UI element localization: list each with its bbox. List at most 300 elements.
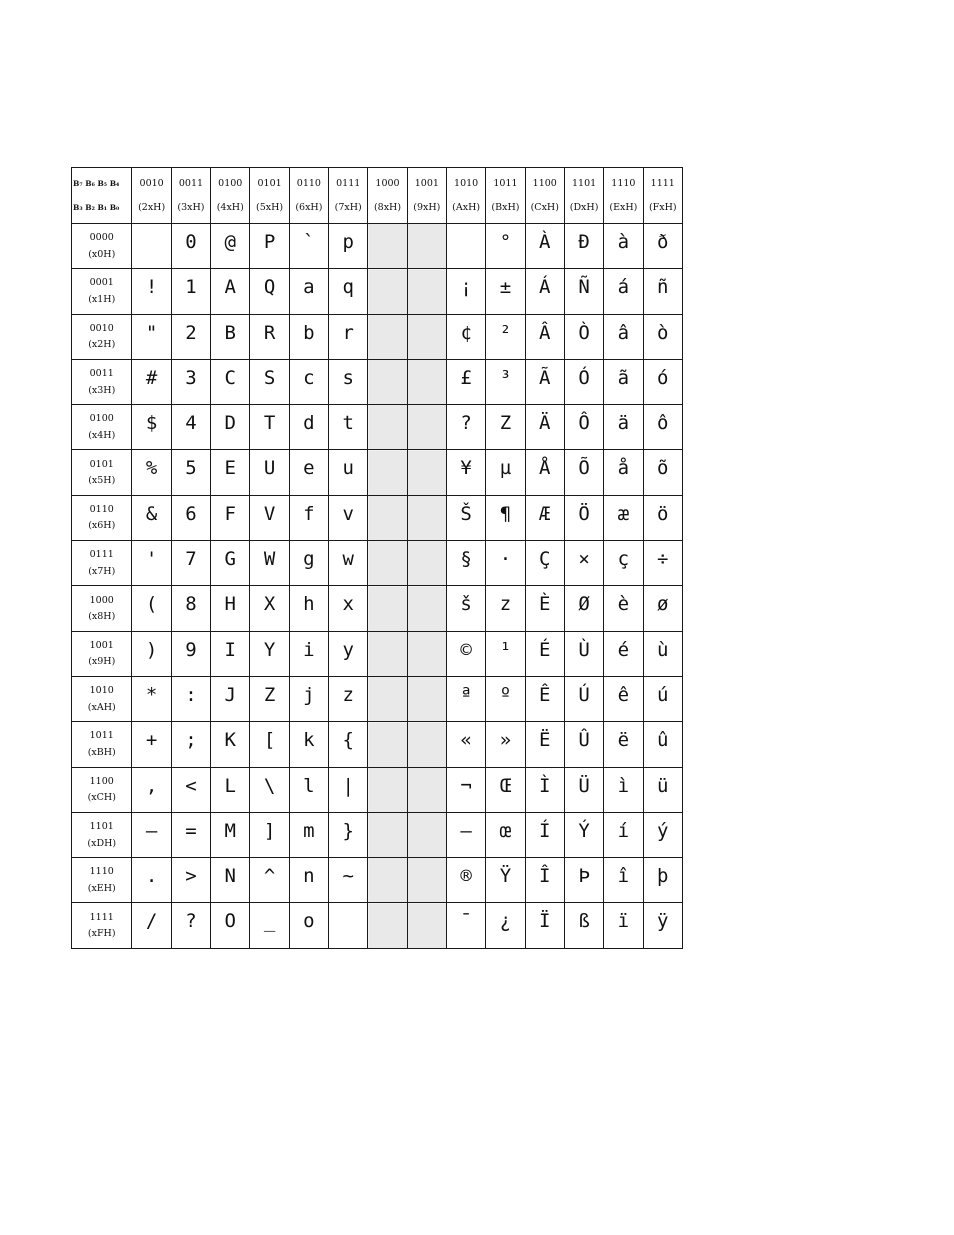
column-header-1111 <box>643 168 682 224</box>
char-cell: j <box>289 676 328 721</box>
row-binary-label: 1101 <box>89 821 114 832</box>
char-cell: Á <box>525 269 564 314</box>
char-cell: R <box>250 314 289 359</box>
char-cell <box>407 405 446 450</box>
row-hex-label: (x3H) <box>88 384 116 396</box>
char-cell <box>368 269 407 314</box>
char-cell: y <box>329 631 368 676</box>
char-cell <box>407 450 446 495</box>
row-header-1001 <box>72 631 132 676</box>
char-cell: Ù <box>564 631 603 676</box>
char-cell: Ç <box>525 541 564 586</box>
char-cell: _ <box>250 903 289 948</box>
char-cell: / <box>132 903 171 948</box>
char-cell: ö <box>643 495 682 540</box>
char-cell <box>446 224 485 269</box>
char-cell: Î <box>525 858 564 903</box>
char-cell: % <box>132 450 171 495</box>
char-cell: · <box>486 541 525 586</box>
char-cell <box>407 269 446 314</box>
char-cell: w <box>329 541 368 586</box>
char-cell: : <box>171 676 210 721</box>
table-row <box>72 676 683 721</box>
char-cell: > <box>171 858 210 903</box>
column-header-0111 <box>329 168 368 224</box>
char-cell <box>407 314 446 359</box>
row-hex-label: (x5H) <box>88 475 116 487</box>
column-hex-label: (5xH) <box>256 202 284 213</box>
char-cell: B <box>211 314 250 359</box>
table-row <box>72 903 683 948</box>
char-cell: Ü <box>564 767 603 812</box>
char-cell: q <box>329 269 368 314</box>
char-cell <box>368 405 407 450</box>
char-cell: ì <box>604 767 643 812</box>
column-hex-label: (BxH) <box>491 202 520 213</box>
char-cell: u <box>329 450 368 495</box>
char-cell <box>368 541 407 586</box>
char-cell: s <box>329 359 368 404</box>
char-cell: 1 <box>171 269 210 314</box>
char-cell: Ø <box>564 586 603 631</box>
char-cell: º <box>486 676 525 721</box>
row-hex-label: (xAH) <box>87 701 116 713</box>
char-cell <box>407 722 446 767</box>
table-row <box>72 269 683 314</box>
char-cell <box>407 224 446 269</box>
table-row <box>72 450 683 495</box>
char-cell: o <box>289 903 328 948</box>
char-cell: W <box>250 541 289 586</box>
char-cell: v <box>329 495 368 540</box>
char-cell: ` <box>289 224 328 269</box>
char-cell: – <box>446 812 485 857</box>
char-cell: Û <box>564 722 603 767</box>
column-binary-label: 0100 <box>218 177 243 189</box>
row-header-1110 <box>72 858 132 903</box>
char-cell: ^ <box>250 858 289 903</box>
char-cell: Š <box>446 495 485 540</box>
char-cell <box>407 586 446 631</box>
char-cell: Å <box>525 450 564 495</box>
row-hex-label: (xDH) <box>87 837 117 849</box>
character-rows <box>72 224 683 949</box>
char-cell: Ê <box>525 676 564 721</box>
row-binary-label: 0011 <box>89 368 114 380</box>
char-cell: 8 <box>171 586 210 631</box>
char-cell: ÿ <box>643 903 682 948</box>
char-cell: à <box>604 224 643 269</box>
column-hex-label: (2xH) <box>138 202 166 213</box>
char-cell: ¢ <box>446 314 485 359</box>
high-bits-label: B₇ B₆ B₅ B₄ <box>73 178 120 188</box>
char-cell: I <box>211 631 250 676</box>
table-row <box>72 405 683 450</box>
char-cell: M <box>211 812 250 857</box>
char-cell: Œ <box>486 767 525 812</box>
row-hex-label: (x2H) <box>88 339 116 351</box>
char-cell: Ð <box>564 224 603 269</box>
char-cell: = <box>171 812 210 857</box>
char-cell: G <box>211 541 250 586</box>
char-cell: å <box>604 450 643 495</box>
char-cell: 4 <box>171 405 210 450</box>
char-cell: þ <box>643 858 682 903</box>
char-cell: ³ <box>486 359 525 404</box>
char-cell <box>368 586 407 631</box>
table-row <box>72 722 683 767</box>
char-cell: Ã <box>525 359 564 404</box>
column-header-1010 <box>446 168 485 224</box>
char-cell: ò <box>643 314 682 359</box>
column-hex-label: (ExH) <box>609 202 638 213</box>
row-header-0111 <box>72 541 132 586</box>
row-binary-label: 0010 <box>89 322 114 334</box>
column-binary-label: 0010 <box>139 177 164 189</box>
char-cell: Ô <box>564 405 603 450</box>
char-cell: ? <box>171 903 210 948</box>
char-cell: Ò <box>564 314 603 359</box>
char-cell: A <box>211 269 250 314</box>
char-cell: + <box>132 722 171 767</box>
char-cell: 0 <box>171 224 210 269</box>
column-hex-label: (CxH) <box>530 202 559 213</box>
char-cell: | <box>329 767 368 812</box>
char-cell <box>368 903 407 948</box>
char-cell: Ä <box>525 405 564 450</box>
char-cell: ( <box>132 586 171 631</box>
column-header-0010 <box>132 168 171 224</box>
column-binary-label: 1111 <box>650 177 675 189</box>
char-cell: a <box>289 269 328 314</box>
char-cell: E <box>211 450 250 495</box>
table-row <box>72 495 683 540</box>
char-cell: È <box>525 586 564 631</box>
row-hex-label: (x4H) <box>88 429 116 441</box>
row-hex-label: (xEH) <box>87 882 116 894</box>
column-header-0101 <box>250 168 289 224</box>
char-cell: » <box>486 722 525 767</box>
char-cell: , <box>132 767 171 812</box>
char-cell <box>407 858 446 903</box>
char-cell: ð <box>643 224 682 269</box>
column-binary-label: 0110 <box>296 177 321 189</box>
char-cell: Æ <box>525 495 564 540</box>
row-binary-label: 0100 <box>89 413 114 425</box>
char-cell: ô <box>643 405 682 450</box>
char-cell: ú <box>643 676 682 721</box>
char-cell <box>407 495 446 540</box>
char-cell <box>329 903 368 948</box>
row-hex-label: (xFH) <box>87 928 116 940</box>
row-header-0011 <box>72 359 132 404</box>
char-cell: ü <box>643 767 682 812</box>
column-header-1101 <box>564 168 603 224</box>
char-cell: & <box>132 495 171 540</box>
row-binary-label: 0110 <box>89 503 114 515</box>
char-cell <box>368 450 407 495</box>
char-cell: œ <box>486 812 525 857</box>
table-row <box>72 858 683 903</box>
char-cell: ù <box>643 631 682 676</box>
char-cell <box>407 631 446 676</box>
char-cell: Ï <box>525 903 564 948</box>
char-cell: æ <box>604 495 643 540</box>
row-binary-label: 0001 <box>89 277 114 289</box>
char-cell: i <box>289 631 328 676</box>
char-cell: h <box>289 586 328 631</box>
column-header-1001 <box>407 168 446 224</box>
char-cell: Ì <box>525 767 564 812</box>
column-hex-label: (4xH) <box>216 202 244 213</box>
row-header-1100 <box>72 767 132 812</box>
char-cell: J <box>211 676 250 721</box>
row-hex-label: (xCH) <box>87 792 116 804</box>
char-cell <box>407 359 446 404</box>
row-binary-label: 1110 <box>89 866 114 878</box>
char-cell: l <box>289 767 328 812</box>
char-cell <box>368 722 407 767</box>
char-cell: @ <box>211 224 250 269</box>
char-cell: x <box>329 586 368 631</box>
char-cell: ä <box>604 405 643 450</box>
char-cell: è <box>604 586 643 631</box>
char-cell: F <box>211 495 250 540</box>
char-cell: – <box>132 812 171 857</box>
char-cell: n <box>289 858 328 903</box>
char-cell: k <box>289 722 328 767</box>
char-cell: P <box>250 224 289 269</box>
char-cell: \ <box>250 767 289 812</box>
row-header-0000 <box>72 224 132 269</box>
char-cell: µ <box>486 450 525 495</box>
column-binary-label: 0111 <box>336 177 361 189</box>
char-cell: © <box>446 631 485 676</box>
char-cell <box>407 903 446 948</box>
table-row <box>72 586 683 631</box>
column-hex-label: (DxH) <box>569 202 599 213</box>
char-cell: d <box>289 405 328 450</box>
char-cell: t <box>329 405 368 450</box>
row-binary-label: 0000 <box>89 232 114 244</box>
char-cell: ñ <box>643 269 682 314</box>
row-binary-label: 1000 <box>89 594 114 606</box>
char-cell: [ <box>250 722 289 767</box>
char-cell: ¡ <box>446 269 485 314</box>
row-header-0100 <box>72 405 132 450</box>
char-cell: À <box>525 224 564 269</box>
char-cell: « <box>446 722 485 767</box>
low-bits-label: B₃ B₂ B₁ B₀ <box>73 203 120 212</box>
char-cell: X <box>250 586 289 631</box>
char-cell: 6 <box>171 495 210 540</box>
char-cell <box>132 224 171 269</box>
char-cell: í <box>604 812 643 857</box>
char-cell: S <box>250 359 289 404</box>
char-cell: Ö <box>564 495 603 540</box>
char-cell: ¯ <box>446 903 485 948</box>
char-cell <box>407 812 446 857</box>
char-cell: V <box>250 495 289 540</box>
char-cell: 7 <box>171 541 210 586</box>
table-row <box>72 812 683 857</box>
column-header-1110 <box>604 168 643 224</box>
column-binary-label: 0011 <box>178 177 204 189</box>
char-cell <box>368 767 407 812</box>
char-cell: ' <box>132 541 171 586</box>
column-binary-label: 1110 <box>611 177 636 189</box>
column-binary-label: 1001 <box>414 177 439 189</box>
row-binary-label: 1011 <box>89 730 114 742</box>
char-cell: ç <box>604 541 643 586</box>
char-cell: ² <box>486 314 525 359</box>
column-header-1000 <box>368 168 407 224</box>
char-cell: ° <box>486 224 525 269</box>
char-cell <box>368 224 407 269</box>
char-cell: Ú <box>564 676 603 721</box>
char-cell: f <box>289 495 328 540</box>
row-header-1011 <box>72 722 132 767</box>
column-binary-label: 1101 <box>571 177 597 189</box>
column-header-1011 <box>486 168 525 224</box>
char-cell: C <box>211 359 250 404</box>
char-cell: " <box>132 314 171 359</box>
char-cell: Ñ <box>564 269 603 314</box>
row-binary-label: 0111 <box>89 549 114 561</box>
row-header-1010 <box>72 676 132 721</box>
column-binary-label: 1000 <box>375 177 400 189</box>
char-cell: g <box>289 541 328 586</box>
char-cell: £ <box>446 359 485 404</box>
char-cell <box>368 314 407 359</box>
char-cell: b <box>289 314 328 359</box>
row-hex-label: (x7H) <box>88 565 116 577</box>
char-cell: Þ <box>564 858 603 903</box>
char-cell: ± <box>486 269 525 314</box>
char-cell: H <box>211 586 250 631</box>
char-cell: Ó <box>564 359 603 404</box>
char-cell: ; <box>171 722 210 767</box>
row-hex-label: (x1H) <box>88 293 116 305</box>
char-cell: î <box>604 858 643 903</box>
char-cell: D <box>211 405 250 450</box>
char-cell: ó <box>643 359 682 404</box>
char-cell: Â <box>525 314 564 359</box>
char-cell: ® <box>446 858 485 903</box>
row-header-1101 <box>72 812 132 857</box>
column-binary-label: 1011 <box>493 177 518 189</box>
char-cell: Q <box>250 269 289 314</box>
char-cell <box>407 676 446 721</box>
bit-order-corner <box>72 168 132 224</box>
char-cell <box>368 858 407 903</box>
char-cell: r <box>329 314 368 359</box>
table-row <box>72 767 683 812</box>
char-cell <box>407 767 446 812</box>
char-cell: 2 <box>171 314 210 359</box>
char-cell: ¥ <box>446 450 485 495</box>
char-cell: ÷ <box>643 541 682 586</box>
row-binary-label: 1111 <box>89 911 114 923</box>
row-header-1111 <box>72 903 132 948</box>
char-cell: c <box>289 359 328 404</box>
char-cell: š <box>446 586 485 631</box>
row-binary-label: 0101 <box>89 458 114 470</box>
char-cell: e <box>289 450 328 495</box>
char-cell <box>407 541 446 586</box>
row-binary-label: 1001 <box>89 639 114 651</box>
char-cell: Í <box>525 812 564 857</box>
table-row <box>72 359 683 404</box>
char-cell: $ <box>132 405 171 450</box>
table-row <box>72 541 683 586</box>
column-binary-label: 0101 <box>257 177 282 189</box>
char-cell: ? <box>446 405 485 450</box>
char-cell: p <box>329 224 368 269</box>
column-hex-label: (9xH) <box>413 202 441 213</box>
char-cell: É <box>525 631 564 676</box>
char-cell: { <box>329 722 368 767</box>
char-cell: ¬ <box>446 767 485 812</box>
char-cell: . <box>132 858 171 903</box>
char-cell: } <box>329 812 368 857</box>
row-header-0010 <box>72 314 132 359</box>
column-hex-label: (8xH) <box>373 202 402 213</box>
char-cell: Z <box>250 676 289 721</box>
table-row <box>72 631 683 676</box>
char-cell: ý <box>643 812 682 857</box>
char-cell: K <box>211 722 250 767</box>
column-header-0110 <box>289 168 328 224</box>
char-cell: N <box>211 858 250 903</box>
char-cell: § <box>446 541 485 586</box>
char-cell: ª <box>446 676 485 721</box>
column-hex-label: (FxH) <box>648 202 677 213</box>
char-cell: Y <box>250 631 289 676</box>
char-cell <box>368 631 407 676</box>
char-cell: ¿ <box>486 903 525 948</box>
column-header-1100 <box>525 168 564 224</box>
char-cell: 3 <box>171 359 210 404</box>
char-cell: O <box>211 903 250 948</box>
char-cell: ] <box>250 812 289 857</box>
char-cell: × <box>564 541 603 586</box>
char-cell: ! <box>132 269 171 314</box>
char-cell: ¶ <box>486 495 525 540</box>
character-set-table <box>71 167 683 949</box>
char-cell: Õ <box>564 450 603 495</box>
char-cell: m <box>289 812 328 857</box>
char-cell: # <box>132 359 171 404</box>
table-row <box>72 314 683 359</box>
char-cell: U <box>250 450 289 495</box>
column-header-0011 <box>171 168 210 224</box>
char-cell: 9 <box>171 631 210 676</box>
row-header-1000 <box>72 586 132 631</box>
char-cell: é <box>604 631 643 676</box>
char-cell: Ë <box>525 722 564 767</box>
char-cell: ø <box>643 586 682 631</box>
char-cell <box>368 676 407 721</box>
row-hex-label: (x0H) <box>88 248 116 260</box>
char-cell: Ÿ <box>486 858 525 903</box>
char-cell: ï <box>604 903 643 948</box>
char-cell: z <box>329 676 368 721</box>
char-cell: z <box>486 586 525 631</box>
column-binary-label: 1010 <box>454 177 479 189</box>
char-cell <box>368 495 407 540</box>
char-cell: < <box>171 767 210 812</box>
